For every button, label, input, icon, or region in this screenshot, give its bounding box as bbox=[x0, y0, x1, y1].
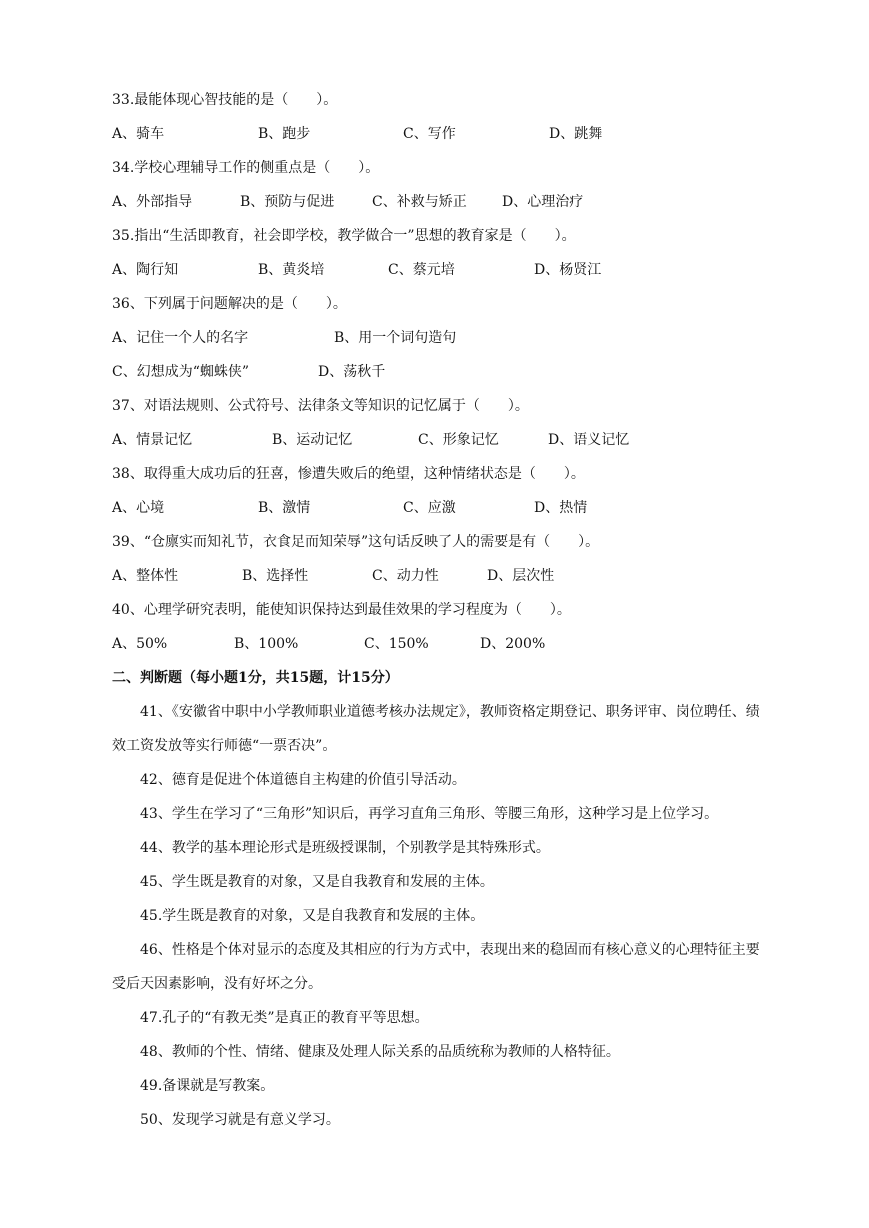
options-36-row2 bbox=[112, 362, 712, 382]
option-c: C、动力性 bbox=[372, 568, 439, 584]
option-c: C、150% bbox=[364, 636, 429, 652]
option-b: B、预防与促进 bbox=[240, 194, 335, 210]
question-45: 45、学生既是教育的对象，又是自我教育和发展的主体。 bbox=[140, 874, 494, 890]
option-b: B、激情 bbox=[258, 500, 311, 516]
option-b: B、黄炎培 bbox=[258, 262, 325, 278]
option-b: B、跑步 bbox=[258, 126, 311, 142]
question-45-duplicate: 45.学生既是教育的对象，又是自我教育和发展的主体。 bbox=[140, 908, 485, 924]
option-d: D、荡秋千 bbox=[318, 364, 386, 380]
question-35: 35.指出“生活即教育，社会即学校，教学做合一”思想的教育家是（ ）。 bbox=[112, 228, 576, 244]
option-b: B、运动记忆 bbox=[272, 432, 353, 448]
question-46-line1: 46、性格是个体对显示的态度及其相应的行为方式中，表现出来的稳固而有核心意义的心理特征主要 bbox=[140, 942, 760, 958]
option-d: D、200% bbox=[480, 636, 546, 652]
section-title: 二、判断题（每小题1分，共15题，计15分） bbox=[112, 670, 399, 686]
question-40: 40、心理学研究表明，能使知识保持达到最佳效果的学习程度为（ ）。 bbox=[112, 602, 571, 618]
question-38: 38、取得重大成功后的狂喜，惨遭失败后的绝望，这种情绪状态是（ ）。 bbox=[112, 466, 585, 482]
option-a: A、整体性 bbox=[112, 568, 179, 584]
option-a: A、外部指导 bbox=[112, 194, 193, 210]
question-48: 48、教师的个性、情绪、健康及处理人际关系的品质统称为教师的人格特征。 bbox=[140, 1044, 620, 1060]
option-d: D、杨贤江 bbox=[534, 262, 602, 278]
option-a: A、骑车 bbox=[112, 126, 165, 142]
options-33 bbox=[112, 124, 712, 144]
question-41-line1: 41、《安徽省中职中小学教师职业道德考核办法规定》，教师资格定期登记、职务评审、岗位聘任、绩 bbox=[140, 704, 760, 720]
option-d: D、层次性 bbox=[487, 568, 555, 584]
question-34: 34.学校心理辅导工作的侧重点是（ ）。 bbox=[112, 160, 380, 176]
question-42: 42、德育是促进个体道德自主构建的价值引导活动。 bbox=[140, 772, 466, 788]
options-34 bbox=[112, 192, 712, 212]
option-a: A、50% bbox=[112, 636, 168, 652]
option-b: B、用一个词句造句 bbox=[334, 330, 457, 346]
option-b: B、选择性 bbox=[242, 568, 309, 584]
option-c: C、幻想成为“蜘蛛侠” bbox=[112, 364, 250, 380]
option-c: C、写作 bbox=[403, 126, 456, 142]
question-39: 39、“仓廪实而知礼节，衣食足而知荣辱”这句话反映了人的需要是有（ ）。 bbox=[112, 534, 600, 550]
option-c: C、形象记忆 bbox=[418, 432, 499, 448]
option-c: C、应激 bbox=[403, 500, 456, 516]
option-b: B、100% bbox=[234, 636, 299, 652]
option-a: A、情景记忆 bbox=[112, 432, 193, 448]
options-35 bbox=[112, 260, 712, 280]
options-39 bbox=[112, 566, 712, 586]
option-d: D、热情 bbox=[534, 500, 588, 516]
options-40 bbox=[112, 634, 712, 654]
options-37 bbox=[112, 430, 712, 450]
option-a: A、陶行知 bbox=[112, 262, 179, 278]
question-49: 49.备课就是写教案。 bbox=[140, 1078, 275, 1094]
question-33: 33.最能体现心智技能的是（ ）。 bbox=[112, 92, 338, 108]
options-36-row1 bbox=[112, 328, 712, 348]
option-c: C、蔡元培 bbox=[388, 262, 455, 278]
option-d: D、语义记忆 bbox=[548, 432, 630, 448]
question-43: 43、学生在学习了“三角形”知识后，再学习直角三角形、等腰三角形，这种学习是上位学习。 bbox=[140, 806, 719, 822]
options-38 bbox=[112, 498, 712, 518]
option-c: C、补救与矫正 bbox=[372, 194, 467, 210]
question-41-line2: 效工资发放等实行师德“一票否决”。 bbox=[112, 738, 337, 754]
option-d: D、跳舞 bbox=[549, 126, 603, 142]
option-a: A、记住一个人的名字 bbox=[112, 330, 249, 346]
question-36: 36、下列属于问题解决的是（ ）。 bbox=[112, 296, 347, 312]
option-a: A、心境 bbox=[112, 500, 165, 516]
option-d: D、心理治疗 bbox=[502, 194, 584, 210]
question-44: 44、教学的基本理论形式是班级授课制，个别教学是其特殊形式。 bbox=[140, 840, 550, 856]
question-46-line2: 受后天因素影响，没有好坏之分。 bbox=[112, 976, 322, 992]
question-47: 47.孔子的“有教无类”是真正的教育平等思想。 bbox=[140, 1010, 429, 1026]
question-50: 50、发现学习就是有意义学习。 bbox=[140, 1112, 340, 1128]
question-37: 37、对语法规则、公式符号、法律条文等知识的记忆属于（ ）。 bbox=[112, 398, 529, 414]
